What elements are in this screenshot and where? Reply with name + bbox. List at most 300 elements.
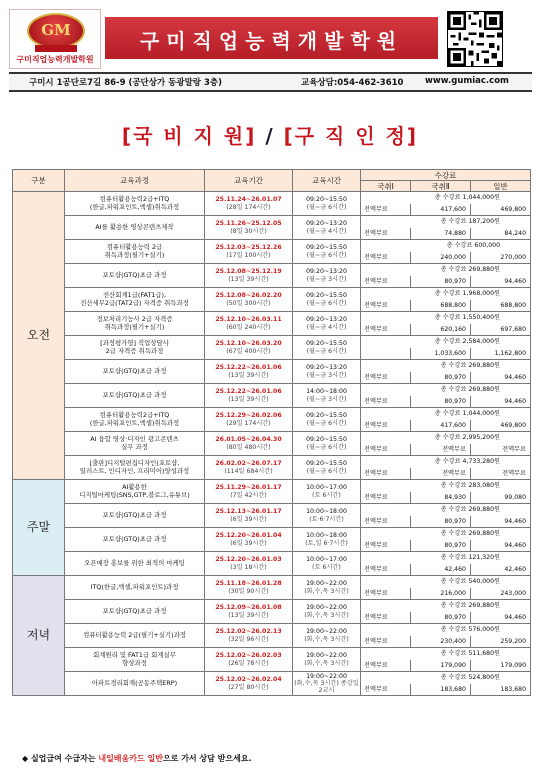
logo-ribbon xyxy=(35,45,77,52)
period-hours: (32일 96시간) xyxy=(228,635,269,643)
period-hours: (13일 39시간) xyxy=(228,395,269,403)
course-name-line1: 컴퓨터활용능력 2급 xyxy=(106,243,163,252)
period-start: 26.01.05 xyxy=(215,436,246,444)
fee-general: 94,460 xyxy=(471,396,531,408)
fee-general: 183,680 xyxy=(471,684,531,696)
logo-text: 구미직업능력개발학원 xyxy=(16,55,94,64)
fee-national-1: 전액무료 xyxy=(361,516,411,528)
course-name xyxy=(65,504,205,528)
logo-emblem: GM xyxy=(27,13,85,49)
period-dates xyxy=(205,484,292,491)
course-name-line1: AI활용한 xyxy=(122,483,147,492)
fee-national-1: 전액무료 xyxy=(361,420,411,432)
period-end: ~26.07.17 xyxy=(245,460,282,468)
period-dates xyxy=(205,292,292,299)
fee-national-1: 전액무료 xyxy=(361,564,411,576)
period-hours: (13일 39시간) xyxy=(228,371,269,379)
time-range: 09:20~15:50 xyxy=(306,244,347,252)
course-name xyxy=(65,432,205,456)
course-name-line1: 회계원리 및 FAT1급 회계실무 xyxy=(93,651,176,660)
period-start: 25.12.29 xyxy=(215,412,246,420)
time-days: (화,수,목 3시간) 종강일 2교시 xyxy=(294,679,359,695)
fee-general: 94,460 xyxy=(471,612,531,624)
period-dates xyxy=(205,532,292,539)
course-period xyxy=(205,672,293,696)
total-fee: 총 수강료 2,995,200원 xyxy=(361,432,531,444)
period-start: 25.12.20 xyxy=(215,532,246,540)
period-start: 25.12.02 xyxy=(215,676,246,684)
main-title-separator: / xyxy=(265,124,275,148)
table-row xyxy=(13,432,531,444)
time-range: 09:20~15:50 xyxy=(306,196,347,204)
course-period xyxy=(205,552,293,576)
fee-national-2: 80,970 xyxy=(411,372,471,384)
course-name-line2: 향상과정 xyxy=(122,658,147,667)
fee-general: 84,240 xyxy=(471,228,531,240)
phone[interactable]: 교육상담:054-462-3610 xyxy=(301,78,404,88)
course-period xyxy=(205,264,293,288)
period-start: 25.12.02 xyxy=(215,628,246,636)
time-range: 19:00~22:00 xyxy=(306,652,347,660)
period-start: 25.11.29 xyxy=(215,484,246,492)
category-ev: 저녁 xyxy=(13,576,65,696)
category-am: 오전 xyxy=(13,192,65,480)
time-range: 19:00~22:00 xyxy=(306,604,347,612)
course-name-line2: 취득과정(필기+실기) xyxy=(104,250,165,259)
course-time xyxy=(293,528,361,552)
time-range: 10:00~17:00 xyxy=(306,556,347,564)
period-end: ~26.01.06 xyxy=(245,388,282,396)
period-end: ~26.01.17 xyxy=(245,508,282,516)
period-dates xyxy=(205,652,292,659)
time-range: 10:00~18:00 xyxy=(306,532,347,540)
period-start: 25.11.18 xyxy=(215,580,246,588)
total-fee: 총 수강료 121,320원 xyxy=(361,552,531,564)
table-row xyxy=(13,264,531,276)
course-time xyxy=(293,288,361,312)
time-days: (월~금 6시간) xyxy=(306,203,347,211)
period-end: ~26.04.30 xyxy=(245,436,282,444)
course-period xyxy=(205,480,293,504)
period-dates xyxy=(205,508,292,515)
table-row xyxy=(13,528,531,540)
course-name xyxy=(65,528,205,552)
period-start: 25.12.22 xyxy=(215,388,246,396)
course-name-line1: 포토샵(GTQ)초급 과정 xyxy=(102,366,167,375)
course-period xyxy=(205,432,293,456)
course-period xyxy=(205,312,293,336)
course-time xyxy=(293,552,361,576)
time-days: (토,일 6·7시간) xyxy=(305,539,348,547)
fee-national-1: 전액무료 xyxy=(361,492,411,504)
period-dates xyxy=(205,220,292,227)
time-range: 19:00~22:00 xyxy=(306,628,347,636)
time-days: (월~금 4시간) xyxy=(306,323,347,331)
period-start: 25.12.13 xyxy=(215,508,246,516)
fee-general: 469,800 xyxy=(471,204,531,216)
table-row xyxy=(13,384,531,396)
time-range: 09:20~13:20 xyxy=(306,364,347,372)
period-start: 25.12.20 xyxy=(215,556,246,564)
time-days: (월~금 6시간) xyxy=(306,347,347,355)
website-link[interactable]: www.gumiac.com xyxy=(425,76,509,86)
time-days: (월~금 6시간) xyxy=(306,299,347,307)
table-row xyxy=(13,408,531,420)
time-range: 09:20~15:50 xyxy=(306,412,347,420)
header-fee-1: 국취Ⅰ xyxy=(361,181,411,192)
fee-general: 697,680 xyxy=(471,324,531,336)
course-name-line1: 컴퓨터활용능력2급+ITQ xyxy=(99,411,170,420)
period-hours: (13일 39시간) xyxy=(228,611,269,619)
fee-national-1 xyxy=(361,348,411,360)
course-rows xyxy=(13,192,531,696)
fee-national-1: 전액무료 xyxy=(361,684,411,696)
course-period xyxy=(205,408,293,432)
period-end: ~26.02.03 xyxy=(245,652,282,660)
fee-general: 94,460 xyxy=(471,276,531,288)
time-range: 10:00~18:00 xyxy=(306,508,347,516)
total-fee: 총 수강료 269,880원 xyxy=(361,360,531,372)
period-hours: (17일 100시간) xyxy=(226,251,271,259)
fee-national-2: 전액무료 xyxy=(411,444,471,456)
course-name-line2: (한글,파워포인트,엑셀)취득과정 xyxy=(89,202,180,211)
footnote-suffix: 으로 가서 상담 받으세요. xyxy=(162,754,252,763)
period-hours: (30일 90시간) xyxy=(228,587,269,595)
fee-national-1: 전액무료 xyxy=(361,468,411,480)
fee-national-1: 전액무료 xyxy=(361,636,411,648)
time-days: (토 6시간) xyxy=(312,491,341,499)
time-days: (월~금 6시간) xyxy=(306,419,347,427)
period-end: ~26.01.07 xyxy=(245,196,282,204)
course-name xyxy=(65,600,205,624)
period-dates xyxy=(205,676,292,683)
course-time xyxy=(293,216,361,240)
course-name xyxy=(65,648,205,672)
period-end: ~26.01.06 xyxy=(245,364,282,372)
total-fee: 총 수강료 576,000원 xyxy=(361,624,531,636)
course-name xyxy=(65,576,205,600)
period-hours: (3일 18시간) xyxy=(230,563,267,571)
table-row xyxy=(13,240,531,252)
period-hours: (60일 240시간) xyxy=(226,323,271,331)
time-days: (월~금 6시간) xyxy=(306,443,347,451)
period-end: ~26.01.04 xyxy=(245,532,282,540)
course-name-line1: 전산회계1급(FAT1급), xyxy=(102,291,167,300)
time-days: (월~금 3시간) xyxy=(306,395,347,403)
header-fee-general: 일반 xyxy=(471,181,531,192)
fee-national-1: 전액무료 xyxy=(361,444,411,456)
fee-national-2: 전액무료 xyxy=(411,468,471,480)
course-time xyxy=(293,384,361,408)
fee-general: 688,800 xyxy=(471,300,531,312)
fee-national-2: 417,600 xyxy=(411,204,471,216)
course-name-line2: 디지털마케팅(SNS,GTP,블로그,유튜브) xyxy=(79,490,190,499)
main-title-left: [국 비 지 원] xyxy=(121,124,257,148)
table-row xyxy=(13,312,531,324)
time-range: 09:20~15:50 xyxy=(306,292,347,300)
fee-general: 469,800 xyxy=(471,420,531,432)
fee-general: 259,200 xyxy=(471,636,531,648)
period-start: 25.12.10 xyxy=(215,316,246,324)
course-name xyxy=(65,384,205,408)
table-row xyxy=(13,216,531,228)
time-range: 09:20~15:50 xyxy=(306,460,347,468)
course-name xyxy=(65,360,205,384)
total-fee: 총 수강료 2,584,000원 xyxy=(361,336,531,348)
table-row xyxy=(13,192,531,204)
period-end: ~26.02.04 xyxy=(245,676,282,684)
time-range: 09:20~13:20 xyxy=(306,220,347,228)
period-dates xyxy=(205,388,292,395)
period-start: 25.12.22 xyxy=(215,364,246,372)
period-dates xyxy=(205,268,292,275)
fee-national-1: 전액무료 xyxy=(361,372,411,384)
time-range: 09:20~13:20 xyxy=(306,316,347,324)
total-fee: 총 수강료 4,733,280원 xyxy=(361,456,531,468)
course-name xyxy=(65,624,205,648)
period-hours: (13일 39시간) xyxy=(228,275,269,283)
total-fee: 총 수강료 283,080원 xyxy=(361,480,531,492)
period-end: ~26.02.06 xyxy=(245,412,282,420)
period-dates xyxy=(205,580,292,587)
course-name-line1: 컴퓨터활용능력2급+ITQ xyxy=(99,195,170,204)
course-name xyxy=(65,192,205,216)
table-row xyxy=(13,456,531,468)
period-end: ~25.12.19 xyxy=(245,268,282,276)
fee-national-1: 전액무료 xyxy=(361,396,411,408)
period-dates xyxy=(205,412,292,419)
fee-national-1: 전액무료 xyxy=(361,300,411,312)
time-range: 14:00~18:00 xyxy=(306,388,347,396)
time-days: (화,수,목 3시간) xyxy=(304,659,349,667)
fee-national-1: 전액무료 xyxy=(361,612,411,624)
course-name-line1: [출판]디지털편집디자인(포토샵, xyxy=(89,459,180,468)
period-hours: (6일 39시간) xyxy=(230,539,267,547)
course-period xyxy=(205,360,293,384)
fee-general: 1,162,800 xyxy=(471,348,531,360)
fee-national-1: 전액무료 xyxy=(361,252,411,264)
period-dates xyxy=(205,460,292,467)
header-time: 교육시간 xyxy=(293,170,361,192)
fee-general: 179,090 xyxy=(471,660,531,672)
fee-national-2: 240,000 xyxy=(411,252,471,264)
fee-general: 243,000 xyxy=(471,588,531,600)
course-name-line2: 전산세무2급(TAT2급) 자격증 취득과정 xyxy=(80,298,189,307)
period-dates xyxy=(205,316,292,323)
course-time xyxy=(293,576,361,600)
time-range: 09:20~15:50 xyxy=(306,436,347,444)
fee-national-1: 전액무료 xyxy=(361,660,411,672)
course-name-line1: 포토샵(GTQ)초급 과정 xyxy=(102,606,167,615)
course-time xyxy=(293,192,361,216)
address: 구미시 1공단로7길 86-9 (공단상가 동광말랑 3층) xyxy=(29,78,222,88)
course-time xyxy=(293,264,361,288)
course-time xyxy=(293,408,361,432)
period-end: ~26.03.20 xyxy=(245,340,282,348)
total-fee: 총 수강료 187,200원 xyxy=(361,216,531,228)
qr-code[interactable] xyxy=(441,9,532,69)
period-hours: (80일 480시간) xyxy=(226,443,271,451)
period-hours: (28일 174시간) xyxy=(226,203,271,211)
total-fee: 총 수강료 600,000 xyxy=(361,240,531,252)
period-hours: (7일 42시간) xyxy=(230,491,267,499)
total-fee: 총 수강료 524,800원 xyxy=(361,672,531,684)
fee-national-2: 74,880 xyxy=(411,228,471,240)
period-start: 25.12.02 xyxy=(215,652,246,660)
course-name-line1: 포토샵(GTQ)초급 과정 xyxy=(102,534,167,543)
fee-national-2: 179,090 xyxy=(411,660,471,672)
period-hours: (67일 400시간) xyxy=(226,347,271,355)
course-period xyxy=(205,288,293,312)
total-fee: 총 수강료 1,968,000원 xyxy=(361,288,531,300)
table-row xyxy=(13,552,531,564)
period-dates xyxy=(205,364,292,371)
fee-national-2: 80,970 xyxy=(411,276,471,288)
period-hours: (29일 174시간) xyxy=(226,419,271,427)
course-time xyxy=(293,648,361,672)
course-name-line2: 2급 자격증 취득과정 xyxy=(105,346,164,355)
fee-national-1: 전액무료 xyxy=(361,276,411,288)
total-fee: 총 수강료 269,880원 xyxy=(361,600,531,612)
time-days: (월~금 3시간) xyxy=(306,275,347,283)
header xyxy=(9,9,532,69)
total-fee: 총 수강료 269,880원 xyxy=(361,384,531,396)
fee-national-2: 230,400 xyxy=(411,636,471,648)
period-end: ~25.12.05 xyxy=(245,220,282,228)
address-bar xyxy=(9,72,532,92)
course-name-line2: 실무 과정 xyxy=(121,442,148,451)
period-dates xyxy=(205,196,292,203)
fee-general: 전액무료 xyxy=(471,444,531,456)
total-fee: 총 수강료 269,880원 xyxy=(361,504,531,516)
table-row xyxy=(13,648,531,660)
fee-national-2: 620,160 xyxy=(411,324,471,336)
time-days: (월~금 6시간) xyxy=(306,251,347,259)
fee-general: 94,460 xyxy=(471,540,531,552)
total-fee: 총 수강료 1,044,000원 xyxy=(361,192,531,204)
course-name xyxy=(65,480,205,504)
course-time xyxy=(293,672,361,696)
table-row xyxy=(13,672,531,684)
period-hours: (50일 300시간) xyxy=(226,299,271,307)
course-name-line2: 일러스트, 인디자인, 프리미어)양성과정 xyxy=(79,466,190,475)
fee-national-1: 전액무료 xyxy=(361,588,411,600)
academy-logo xyxy=(9,9,101,69)
fee-general: 전액무료 xyxy=(471,468,531,480)
fee-national-2: 688,800 xyxy=(411,300,471,312)
fee-national-1: 전액무료 xyxy=(361,204,411,216)
table-row xyxy=(13,480,531,492)
course-name xyxy=(65,288,205,312)
period-end: ~26.02.20 xyxy=(245,292,282,300)
time-range: 19:00~22:00 xyxy=(306,672,347,680)
period-end: ~26.03.11 xyxy=(245,316,282,324)
period-end: ~25.12.26 xyxy=(245,244,282,252)
period-dates xyxy=(205,340,292,347)
course-name-line1: 컴퓨터활용능력 2급(필기+실기)과정 xyxy=(83,630,186,639)
time-range: 09:20~13:20 xyxy=(306,268,347,276)
course-period xyxy=(205,528,293,552)
time-range: 09:20~15:50 xyxy=(306,340,347,348)
course-time xyxy=(293,456,361,480)
period-start: 25.12.10 xyxy=(215,340,246,348)
period-start: 25.11.26 xyxy=(215,220,246,228)
course-period xyxy=(205,456,293,480)
course-name-line1: 포토샵(GTQ)초급 과정 xyxy=(102,270,167,279)
course-time xyxy=(293,336,361,360)
course-time xyxy=(293,504,361,528)
period-start: 25.12.08 xyxy=(215,268,246,276)
period-end: ~26.01.03 xyxy=(245,556,282,564)
time-range: 19:00~22:00 xyxy=(306,580,347,588)
course-time xyxy=(293,360,361,384)
course-name xyxy=(65,240,205,264)
table-row xyxy=(13,336,531,348)
course-time xyxy=(293,432,361,456)
table-row xyxy=(13,504,531,516)
fee-national-2: 42,460 xyxy=(411,564,471,576)
time-days: (화,수,목 3시간) xyxy=(304,611,349,619)
course-name-line1: AI를 활용한 영상콘텐츠제작 xyxy=(95,222,174,231)
period-hours: (27일 80시간) xyxy=(228,683,269,691)
time-days: (화,수,목 3시간) xyxy=(304,635,349,643)
course-time xyxy=(293,480,361,504)
course-name-line1: ITQ(한글,엑셀,파워포인트)과정 xyxy=(90,582,179,591)
table-row xyxy=(13,576,531,588)
period-end: ~26.01.08 xyxy=(245,604,282,612)
course-name xyxy=(65,456,205,480)
period-start: 25.11.24 xyxy=(215,196,246,204)
period-hours: (26일 78시간) xyxy=(228,659,269,667)
total-fee: 총 수강료 540,000원 xyxy=(361,576,531,588)
course-name-line2: (한글,파워포인트,엑셀)취득과정 xyxy=(89,418,180,427)
fee-national-2: 80,970 xyxy=(411,540,471,552)
course-time xyxy=(293,240,361,264)
fee-general: 99,080 xyxy=(471,492,531,504)
course-time xyxy=(293,600,361,624)
course-name-line1: [과정평가형] 직업상담사 xyxy=(100,339,169,348)
course-name xyxy=(65,552,205,576)
course-name xyxy=(65,216,205,240)
course-period xyxy=(205,336,293,360)
course-name xyxy=(65,408,205,432)
main-title xyxy=(0,120,540,149)
fee-national-2: 80,970 xyxy=(411,396,471,408)
period-start: 25.12.09 xyxy=(215,604,246,612)
total-fee: 총 수강료 269,880원 xyxy=(361,528,531,540)
course-name-line1: 오픈매장 홍보를 위한 최적의 마케팅 xyxy=(84,558,185,567)
header-fee-2: 국취Ⅱ xyxy=(411,181,471,192)
period-end: ~26.01.17 xyxy=(245,484,282,492)
period-hours: (6일 39시간) xyxy=(230,515,267,523)
footnote-highlight: 내일배움카드 일반 xyxy=(98,754,163,763)
fee-national-1: 전액무료 xyxy=(361,324,411,336)
time-days: (월~금 6시간) xyxy=(306,467,347,475)
course-name xyxy=(65,312,205,336)
course-period xyxy=(205,216,293,240)
fee-national-2: 216,000 xyxy=(411,588,471,600)
course-name-line1: 포토샵(GTQ)초급 과정 xyxy=(102,510,167,519)
time-days: (화,수,목 3시간) xyxy=(304,587,349,595)
period-end: ~26.01.28 xyxy=(245,580,282,588)
fee-general: 270,000 xyxy=(471,252,531,264)
course-period xyxy=(205,576,293,600)
total-fee: 총 수강료 511,680원 xyxy=(361,648,531,660)
time-days: (월~금 4시간) xyxy=(306,227,347,235)
time-days: (토 6시간) xyxy=(312,563,341,571)
fee-general: 94,460 xyxy=(471,372,531,384)
fee-national-2: 84,930 xyxy=(411,492,471,504)
